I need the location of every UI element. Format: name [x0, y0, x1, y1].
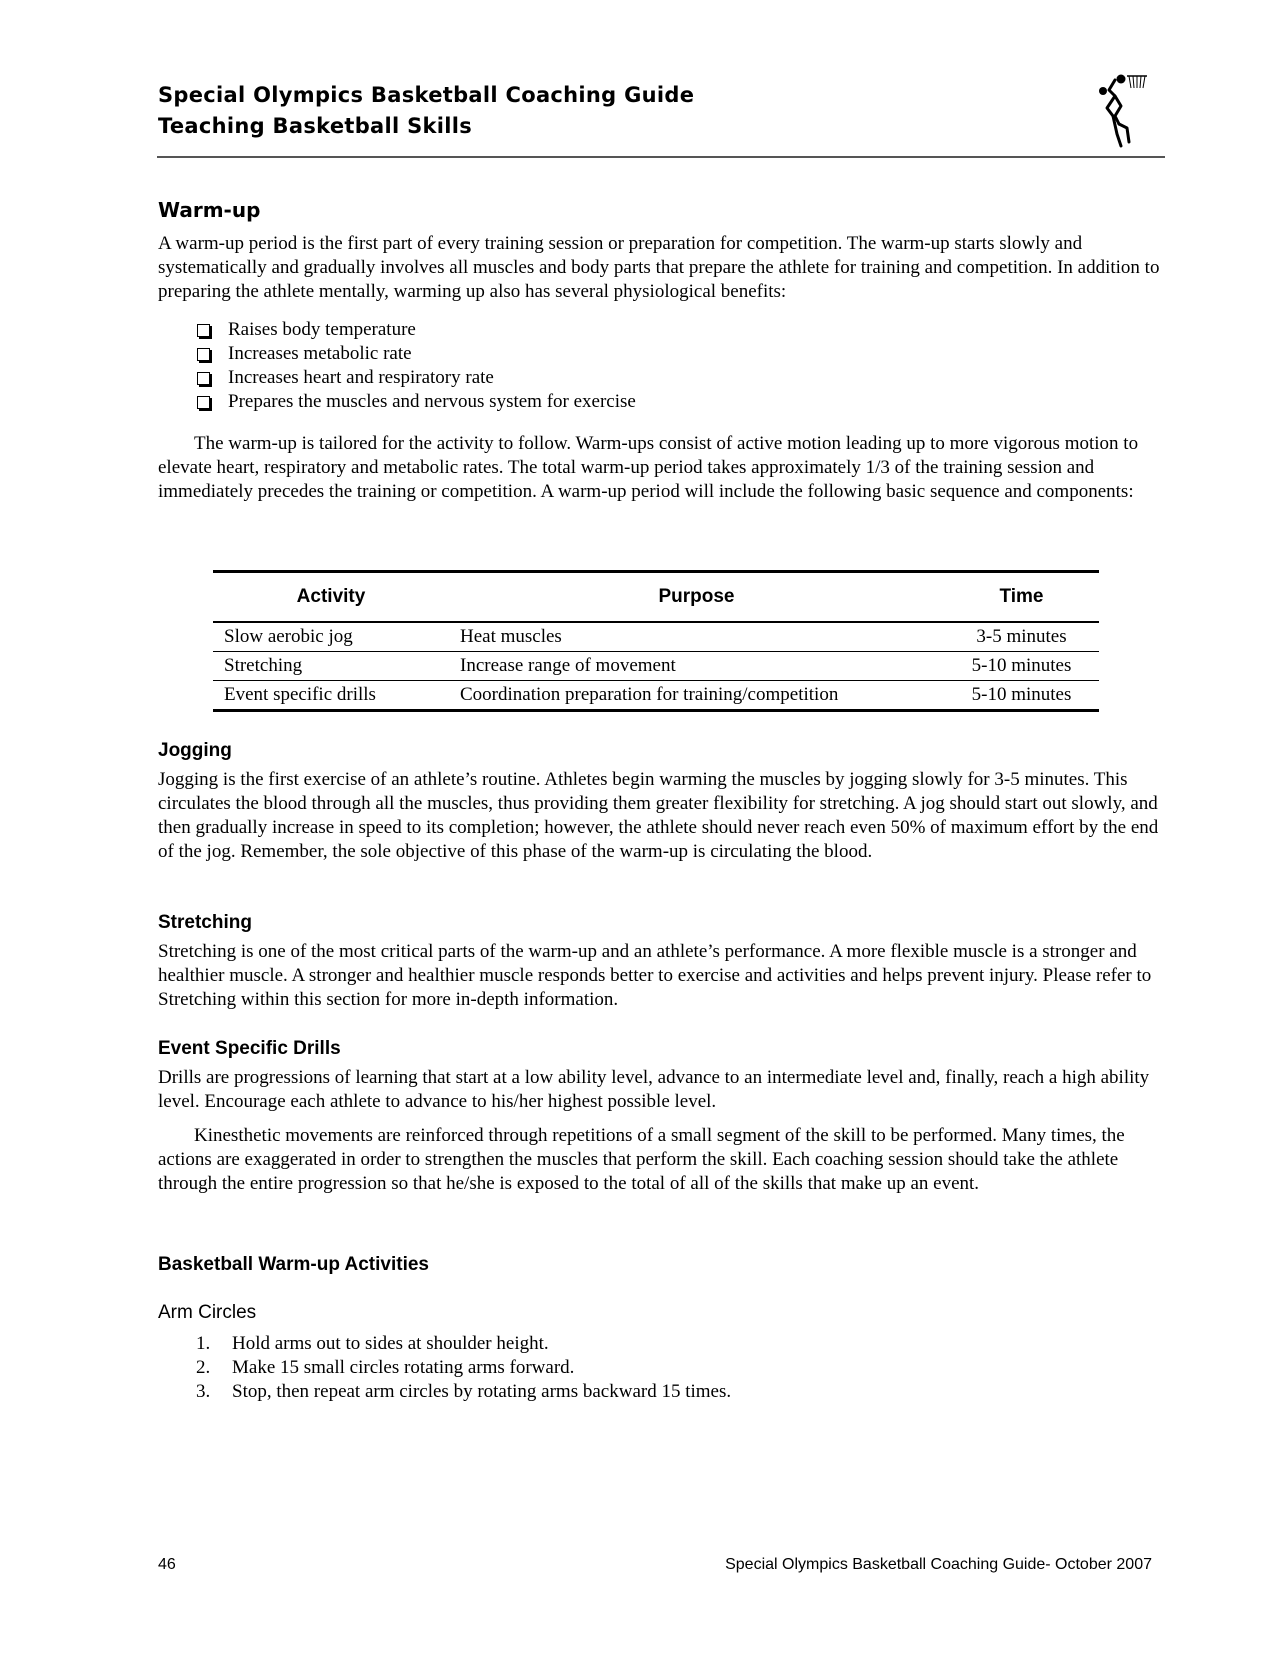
table-cell: 5-10 minutes — [944, 652, 1099, 681]
table-cell: Coordination preparation for training/competition — [449, 681, 944, 711]
table-cell: 3-5 minutes — [944, 622, 1099, 652]
column-header-time: Time — [999, 586, 1044, 607]
table-cell: Heat muscles — [449, 622, 944, 652]
list-item: Prepares the muscles and nervous system for exercise — [195, 390, 636, 414]
table-row — [213, 652, 1099, 681]
drills-paragraph-1: Drills are progressions of learning that start at a low ability level, advance to an intermediate level and, finally, reach a high ability level. Encourage each athlete to advance to his/her highest possible level. — [158, 1067, 1150, 1112]
subheading-arm-circles: Arm Circles — [158, 1302, 257, 1323]
table-header-row — [213, 572, 1099, 623]
running-header — [158, 80, 694, 142]
section-heading-warmup: Warm-up — [158, 198, 261, 222]
table-cell: Increase range of movement — [449, 652, 944, 681]
header-guide-title: Special Olympics Basketball Coaching Guide — [158, 83, 695, 107]
table-row — [213, 622, 1099, 652]
checkbox-icon — [197, 348, 210, 361]
column-header-purpose: Purpose — [658, 586, 735, 607]
table-cell: Event specific drills — [213, 681, 449, 711]
header-divider — [157, 156, 1165, 158]
list-item: Raises body temperature — [195, 318, 636, 342]
checkbox-icon — [197, 324, 210, 337]
warmup-intro-paragraph: A warm-up period is the first part of every training session or preparation for competition. The warm-up starts slowly and systematically and gradually involves all muscles and body parts that prepare the athlete for training and competition. In addition to preparing the athlete mentally, warming up also has several physiological benefits: — [158, 233, 1160, 302]
table-row — [213, 681, 1099, 711]
list-item: 3. Stop, then repeat arm circles by rotating arms backward 15 times. — [196, 1381, 732, 1402]
list-item: 1. Hold arms out to sides at shoulder height. — [196, 1333, 549, 1354]
drills-paragraph-2: Kinesthetic movements are reinforced through repetitions of a small segment of the skill to be performed. Many times, the actions are exaggerated in order to strengthen the muscles that perform the skill. Each coaching session should take the athlete through the entire progression so that he/she is exposed to the total of all of the skills that make up an event. — [158, 1125, 1125, 1194]
benefits-list — [195, 318, 636, 414]
checkbox-icon — [197, 372, 210, 385]
list-item: Increases metabolic rate — [195, 342, 636, 366]
arm-circles-steps — [196, 1332, 731, 1404]
warmup-sequence-table — [213, 570, 1099, 712]
section-heading-drills: Event Specific Drills — [158, 1038, 341, 1059]
table-cell: 5-10 minutes — [944, 681, 1099, 711]
table-cell: Slow aerobic jog — [213, 622, 449, 652]
warmup-sequence-paragraph: The warm-up is tailored for the activity to follow. Warm-ups consist of active motion leading up to more vigorous motion to elevate heart, respiratory and metabolic rates. The total warm-up period takes approximately 1/3 of the training session and immediately precedes the training or competition. A warm-up period will include the following basic sequence and components: — [158, 433, 1139, 502]
table-cell: Stretching — [213, 652, 449, 681]
column-header-activity: Activity — [296, 586, 366, 607]
jogging-paragraph: Jogging is the first exercise of an athlete’s routine. Athletes begin warming the muscles by jogging slowly for 3-5 minutes. This circulates the blood through all the muscles, thus providing them greater flexibility for stretching. A jog should start out slowly, and then gradually increase in speed to its completion; however, the athlete should never reach even 50% of maximum effort by the end of the jog. Remember, the sole objective of this phase of the warm-up is circulating the blood. — [158, 769, 1159, 862]
basketball-player-icon — [1097, 72, 1163, 152]
stretching-paragraph: Stretching is one of the most critical parts of the warm-up and an athlete’s performance. A more flexible muscle is a stronger and healthier muscle. A stronger and healthier muscle responds better to exercise and activities and helps prevent injury. Please refer to Stretching within this section for more in-depth information. — [158, 941, 1152, 1010]
list-item: 2. Make 15 small circles rotating arms forward. — [196, 1357, 575, 1378]
footer-title: Special Olympics Basketball Coaching Guide- October 2007 — [725, 1556, 1152, 1573]
header-section-title: Teaching Basketball Skills — [158, 114, 473, 138]
page-number: 46 — [158, 1556, 176, 1573]
section-heading-stretching: Stretching — [158, 912, 252, 933]
section-heading-activities: Basketball Warm-up Activities — [158, 1254, 430, 1275]
section-heading-jogging: Jogging — [158, 740, 232, 761]
checkbox-icon — [197, 396, 210, 409]
list-item: Increases heart and respiratory rate — [195, 366, 636, 390]
